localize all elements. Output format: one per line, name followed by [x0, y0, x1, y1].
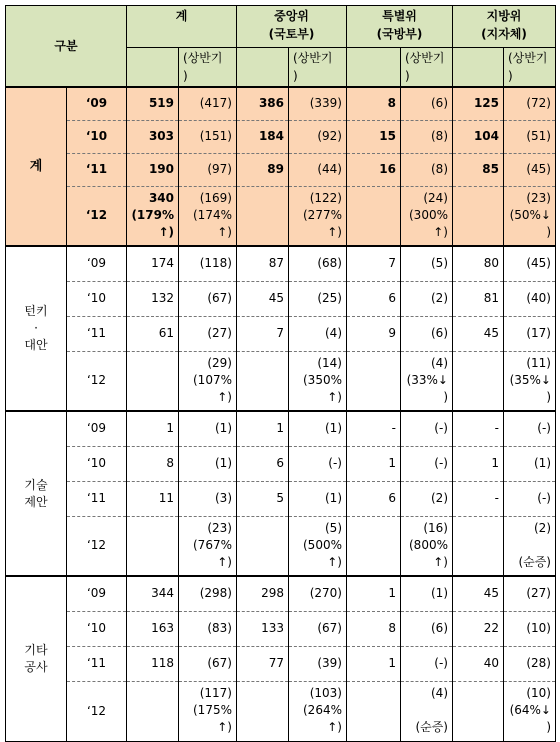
table-row — [6, 446, 556, 481]
half-year-value-cell: (24) (300% ↑) — [401, 186, 453, 246]
group-label: 턴키 · 대안 — [6, 246, 67, 411]
total-value-cell: 89 — [237, 153, 289, 186]
half-year-value-cell: (298) — [179, 576, 237, 611]
half-year-value-cell: (6) — [401, 611, 453, 646]
table-row — [6, 411, 556, 446]
half-year-value-cell: (4) (순증) — [401, 681, 453, 741]
table-row — [6, 87, 556, 120]
half-year-value-cell: (67) — [179, 281, 237, 316]
year-cell: ‘10 — [67, 446, 127, 481]
year-cell: ‘09 — [67, 576, 127, 611]
year-cell: ‘10 — [67, 120, 127, 153]
total-value-cell — [127, 351, 179, 411]
year-cell: ‘11 — [67, 646, 127, 681]
year-cell: ‘12 — [67, 351, 127, 411]
half-year-value-cell: (27) — [179, 316, 237, 351]
half-year-value-cell: (4) (33%↓ ) — [401, 351, 453, 411]
half-year-value-cell: (3) — [179, 481, 237, 516]
half-year-value-cell: (67) — [179, 646, 237, 681]
total-value-cell: 61 — [127, 316, 179, 351]
year-cell: ‘12 — [67, 186, 127, 246]
half-year-value-cell: (67) — [289, 611, 347, 646]
total-value-cell: 104 — [453, 120, 504, 153]
half-year-value-cell: (-) — [504, 481, 556, 516]
header-row — [6, 6, 556, 48]
half-year-value-cell: (-) — [401, 646, 453, 681]
total-value-cell — [237, 186, 289, 246]
total-value-cell: - — [453, 481, 504, 516]
group-label: 기술 제안 — [6, 411, 67, 576]
half-year-value-cell: (11) (35%↓ ) — [504, 351, 556, 411]
half-year-value-cell: (122) (277% ↑) — [289, 186, 347, 246]
total-value-cell: 7 — [347, 246, 401, 281]
year-cell: ‘10 — [67, 281, 127, 316]
year-cell: ‘09 — [67, 411, 127, 446]
total-value-cell: 190 — [127, 153, 179, 186]
table-row — [6, 611, 556, 646]
total-value-cell: 340 (179% ↑) — [127, 186, 179, 246]
total-value-cell: 22 — [453, 611, 504, 646]
group-label: 기타 공사 — [6, 576, 67, 741]
half-year-value-cell: (1) — [179, 446, 237, 481]
total-value-cell: 8 — [347, 87, 401, 120]
total-value-cell: 125 — [453, 87, 504, 120]
header-central: 중앙위 (국토부) — [237, 6, 347, 48]
half-year-value-cell: (51) — [504, 120, 556, 153]
half-year-value-cell: (6) — [401, 87, 453, 120]
half-year-value-cell: (72) — [504, 87, 556, 120]
total-value-cell: - — [347, 411, 401, 446]
total-value-cell — [237, 351, 289, 411]
total-value-cell: 1 — [127, 411, 179, 446]
total-value-cell: 45 — [453, 316, 504, 351]
total-value-cell: 132 — [127, 281, 179, 316]
total-value-cell — [237, 681, 289, 741]
half-year-value-cell: (1) — [504, 446, 556, 481]
table-row — [6, 576, 556, 611]
half-year-value-cell: (39) — [289, 646, 347, 681]
total-value-cell — [347, 681, 401, 741]
total-value-cell: 1 — [453, 446, 504, 481]
total-value-cell: 80 — [453, 246, 504, 281]
total-value-cell — [453, 681, 504, 741]
header-local: 지방위 (지자체) — [453, 6, 556, 48]
half-year-value-cell: (45) — [504, 246, 556, 281]
total-value-cell: 81 — [453, 281, 504, 316]
total-value-cell: 77 — [237, 646, 289, 681]
total-value-cell: 1 — [237, 411, 289, 446]
header-category: 구분 — [6, 6, 127, 88]
table-row — [6, 281, 556, 316]
total-value-cell — [453, 186, 504, 246]
half-year-value-cell: (4) — [289, 316, 347, 351]
total-value-cell: 386 — [237, 87, 289, 120]
total-value-cell — [127, 516, 179, 576]
half-year-value-cell: (92) — [289, 120, 347, 153]
subheader-blank — [127, 48, 179, 88]
half-year-value-cell: (-) — [401, 411, 453, 446]
half-year-value-cell: (40) — [504, 281, 556, 316]
year-cell: ‘12 — [67, 681, 127, 741]
total-value-cell: 163 — [127, 611, 179, 646]
table-row — [6, 481, 556, 516]
half-year-value-cell: (5) (500% ↑) — [289, 516, 347, 576]
total-value-cell — [347, 351, 401, 411]
total-value-cell: 8 — [347, 611, 401, 646]
half-year-value-cell: (117) (175% ↑) — [179, 681, 237, 741]
statistics-table-container — [5, 5, 556, 742]
half-year-value-cell: (270) — [289, 576, 347, 611]
total-value-cell: 1 — [347, 646, 401, 681]
half-year-value-cell: (339) — [289, 87, 347, 120]
year-cell: ‘11 — [67, 316, 127, 351]
total-value-cell: 174 — [127, 246, 179, 281]
table-row — [6, 120, 556, 153]
half-year-value-cell: (1) — [401, 576, 453, 611]
half-year-value-cell: (-) — [504, 411, 556, 446]
total-value-cell — [347, 516, 401, 576]
total-value-cell: 16 — [347, 153, 401, 186]
half-year-value-cell: (5) — [401, 246, 453, 281]
half-year-value-cell: (16) (800% ↑) — [401, 516, 453, 576]
table-row — [6, 186, 556, 246]
total-value-cell: 9 — [347, 316, 401, 351]
half-year-value-cell: (8) — [401, 153, 453, 186]
half-year-value-cell: (17) — [504, 316, 556, 351]
half-year-value-cell: (10) — [504, 611, 556, 646]
total-value-cell: 40 — [453, 646, 504, 681]
total-value-cell — [237, 516, 289, 576]
total-value-cell: 184 — [237, 120, 289, 153]
year-cell: ‘10 — [67, 611, 127, 646]
total-value-cell: 11 — [127, 481, 179, 516]
year-cell: ‘09 — [67, 246, 127, 281]
subheader-blank — [453, 48, 504, 88]
half-year-value-cell: (417) — [179, 87, 237, 120]
half-year-value-cell: (1) — [179, 411, 237, 446]
half-year-value-cell: (118) — [179, 246, 237, 281]
total-value-cell: 133 — [237, 611, 289, 646]
total-value-cell: 87 — [237, 246, 289, 281]
total-value-cell: 298 — [237, 576, 289, 611]
subheader-blank — [237, 48, 289, 88]
total-value-cell — [347, 186, 401, 246]
half-year-value-cell: (2) (순증) — [504, 516, 556, 576]
table-row — [6, 153, 556, 186]
subheader-half-year: (상반기 ) — [401, 48, 453, 88]
total-value-cell: 15 — [347, 120, 401, 153]
subheader-blank — [347, 48, 401, 88]
total-value-cell: 6 — [237, 446, 289, 481]
half-year-value-cell: (23) (767% ↑) — [179, 516, 237, 576]
half-year-value-cell: (97) — [179, 153, 237, 186]
year-cell: ‘09 — [67, 87, 127, 120]
table-row — [6, 646, 556, 681]
total-value-cell — [453, 351, 504, 411]
group-label: 계 — [6, 87, 67, 246]
total-value-cell: - — [453, 411, 504, 446]
total-value-cell: 519 — [127, 87, 179, 120]
subheader-half-year: (상반기 ) — [179, 48, 237, 88]
half-year-value-cell: (1) — [289, 481, 347, 516]
statistics-table — [5, 5, 556, 742]
table-row — [6, 516, 556, 576]
half-year-value-cell: (23) (50%↓ ) — [504, 186, 556, 246]
half-year-value-cell: (2) — [401, 481, 453, 516]
half-year-value-cell: (10) (64%↓ ) — [504, 681, 556, 741]
half-year-value-cell: (169) (174% ↑) — [179, 186, 237, 246]
half-year-value-cell: (25) — [289, 281, 347, 316]
half-year-value-cell: (-) — [289, 446, 347, 481]
total-value-cell: 8 — [127, 446, 179, 481]
half-year-value-cell: (2) — [401, 281, 453, 316]
subheader-half-year: (상반기 ) — [289, 48, 347, 88]
table-row — [6, 351, 556, 411]
total-value-cell: 1 — [347, 446, 401, 481]
total-value-cell: 1 — [347, 576, 401, 611]
half-year-value-cell: (103) (264% ↑) — [289, 681, 347, 741]
total-value-cell — [453, 516, 504, 576]
half-year-value-cell: (-) — [401, 446, 453, 481]
table-row — [6, 246, 556, 281]
header-total: 계 — [127, 6, 237, 48]
half-year-value-cell: (151) — [179, 120, 237, 153]
total-value-cell: 303 — [127, 120, 179, 153]
half-year-value-cell: (6) — [401, 316, 453, 351]
table-row — [6, 316, 556, 351]
total-value-cell: 7 — [237, 316, 289, 351]
half-year-value-cell: (29) (107% ↑) — [179, 351, 237, 411]
header-special: 특별위 (국방부) — [347, 6, 453, 48]
half-year-value-cell: (14) (350% ↑) — [289, 351, 347, 411]
half-year-value-cell: (27) — [504, 576, 556, 611]
total-value-cell: 45 — [237, 281, 289, 316]
half-year-value-cell: (1) — [289, 411, 347, 446]
total-value-cell — [127, 681, 179, 741]
half-year-value-cell: (68) — [289, 246, 347, 281]
half-year-value-cell: (28) — [504, 646, 556, 681]
subheader-half-year: (상반기 ) — [504, 48, 556, 88]
total-value-cell: 344 — [127, 576, 179, 611]
total-value-cell: 6 — [347, 281, 401, 316]
total-value-cell: 85 — [453, 153, 504, 186]
total-value-cell: 6 — [347, 481, 401, 516]
total-value-cell: 45 — [453, 576, 504, 611]
table-row — [6, 681, 556, 741]
half-year-value-cell: (83) — [179, 611, 237, 646]
year-cell: ‘11 — [67, 153, 127, 186]
year-cell: ‘12 — [67, 516, 127, 576]
total-value-cell: 118 — [127, 646, 179, 681]
half-year-value-cell: (45) — [504, 153, 556, 186]
half-year-value-cell: (44) — [289, 153, 347, 186]
half-year-value-cell: (8) — [401, 120, 453, 153]
year-cell: ‘11 — [67, 481, 127, 516]
total-value-cell: 5 — [237, 481, 289, 516]
